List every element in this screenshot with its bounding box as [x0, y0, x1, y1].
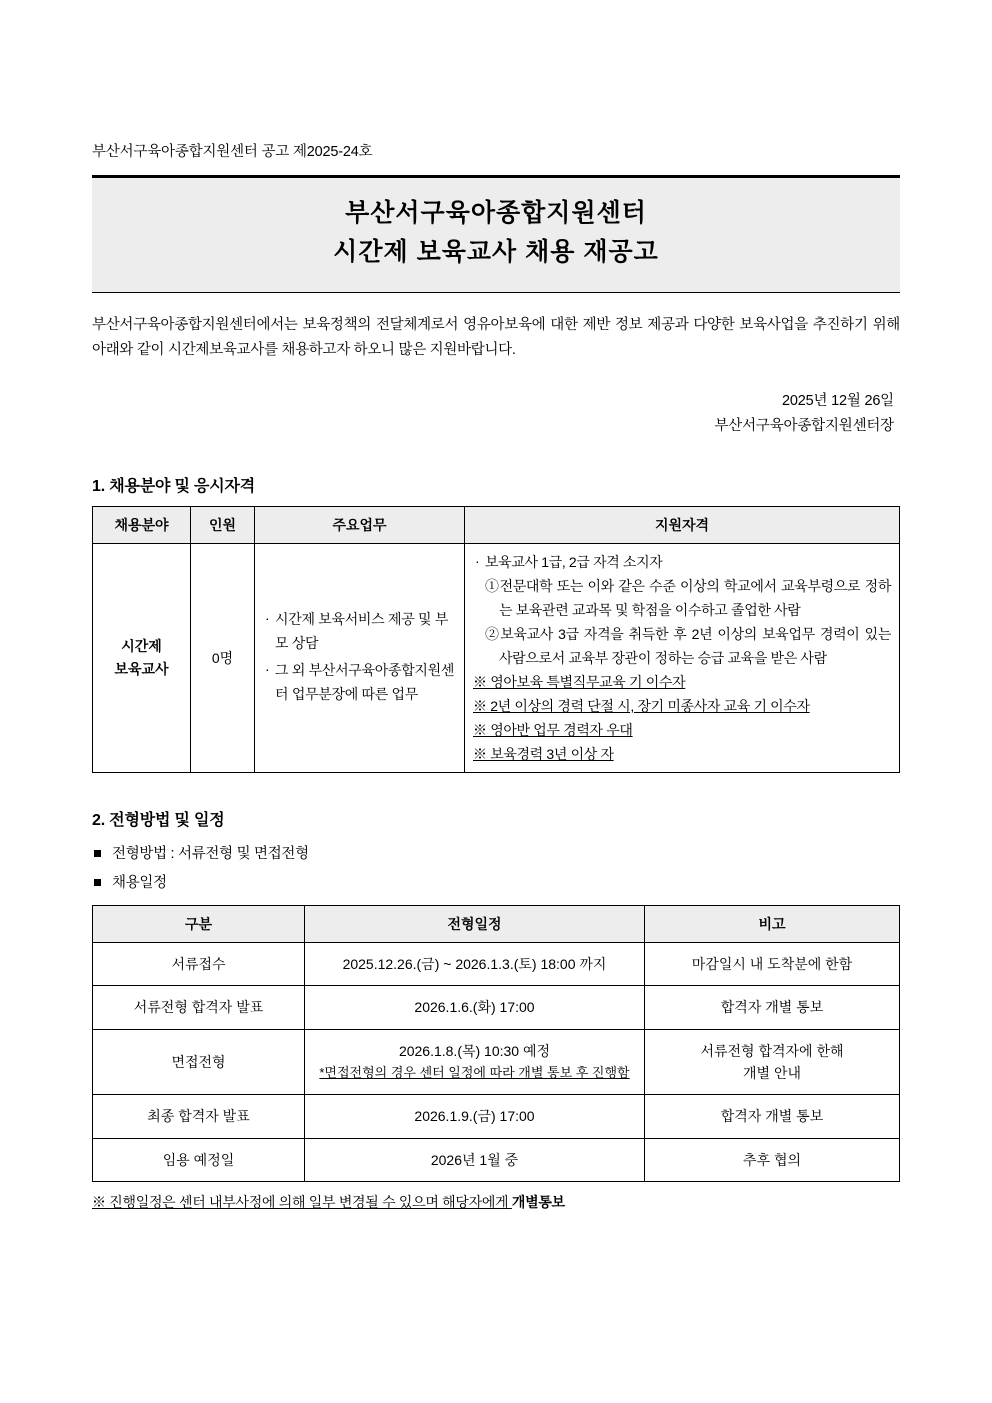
note-line-2: 개별 안내: [743, 1064, 801, 1081]
sign-author: 부산서구육아종합지원센터장: [714, 417, 894, 434]
cell-category: 서류전형 합격자 발표: [93, 986, 305, 1029]
field-line-2: 보육교사: [114, 660, 169, 677]
duty-item: · 그 외 부산서구육아종합지원센터 업무분장에 따른 업무: [263, 658, 456, 707]
bullet-schedule: 채용일정: [92, 869, 900, 897]
field-line-1: 시간제: [121, 638, 162, 655]
title-line-2: 시간제 보육교사 채용 재공고: [333, 237, 659, 266]
schedule-main: 2026.1.8.(목) 10:30 예정: [398, 1043, 551, 1060]
cell-duties: [255, 543, 465, 773]
cell-category: 면접전형: [93, 1029, 305, 1095]
cell-category: 임용 예정일: [93, 1138, 305, 1181]
col-header-schedule: 전형일정: [305, 905, 645, 942]
table-row: [93, 1095, 900, 1138]
qualification-note: ※ 영아보육 특별직무교육 기 이수자: [473, 673, 686, 690]
footnote-text: ※ 진행일정은 센터 내부사정에 의해 일부 변경될 수 있으며 해당자에게: [92, 1194, 512, 1211]
cell-schedule: 2025.12.26.(금) ~ 2026.1.3.(토) 18:00 까지: [305, 942, 645, 985]
qualification-item-1: ①전문대학 또는 이와 같은 수준 이상의 학교에서 교육부령으로 정하는 보육관련 교과목 및 학점을 이수하고 졸업한 사람: [485, 577, 891, 618]
bullet-method: 전형방법 : 서류전형 및 면접전형: [92, 840, 900, 868]
note-line-1: 서류전형 합격자에 한해: [700, 1042, 844, 1059]
sign-date: 2025년 12월 26일: [782, 393, 894, 410]
cell-note: 합격자 개별 통보: [645, 1095, 900, 1138]
table-header-row: [93, 905, 900, 942]
cell-note: [645, 1029, 900, 1095]
schedule-subnote: *면접전형의 경우 센터 일정에 따라 개별 통보 후 진행함: [319, 1064, 630, 1080]
footnote-emphasis: 개별통보: [511, 1194, 565, 1211]
duty-item: · 시간제 보육서비스 제공 및 부모 상담: [263, 607, 456, 656]
col-header-duties: 주요업무: [255, 506, 465, 543]
qualification-main: · 보육교사 1급, 2급 자격 소지자: [473, 550, 891, 574]
cell-schedule: 2026년 1월 중: [305, 1138, 645, 1181]
cell-schedule: [305, 1029, 645, 1095]
cell-qualifications: [465, 543, 900, 773]
table-row: [93, 1138, 900, 1181]
schedule-footnote: [92, 1192, 900, 1212]
recruitment-field-table: [92, 506, 900, 774]
title-box: [92, 175, 900, 293]
cell-count: 0명: [191, 543, 255, 773]
cell-note: 추후 협의: [645, 1138, 900, 1181]
signature-block: [92, 389, 900, 438]
section-1-heading: 1. 채용분야 및 응시자격: [92, 477, 255, 495]
col-header-note: 비고: [645, 905, 900, 942]
table-row: [93, 986, 900, 1029]
schedule-table: [92, 905, 900, 1182]
cell-schedule: 2026.1.9.(금) 17:00: [305, 1095, 645, 1138]
cell-category: 최종 합격자 발표: [93, 1095, 305, 1138]
intro-paragraph: 부산서구육아종합지원센터에서는 보육정책의 전달체계로서 영유아보육에 대한 제반 정보 제공과 다양한 보육사업을 추진하기 위해 아래와 같이 시간제보육교사를 채용하고자 하오니 많은 지원바랍니다.: [92, 316, 900, 358]
cell-note: 합격자 개별 통보: [645, 986, 900, 1029]
document-number: 부산서구육아종합지원센터 공고 제2025-24호: [92, 144, 373, 160]
col-header-qualifications: 지원자격: [465, 506, 900, 543]
cell-category: 서류접수: [93, 942, 305, 985]
table-row: [93, 543, 900, 773]
col-header-category: 구분: [93, 905, 305, 942]
cell-field: [93, 543, 191, 773]
col-header-field: 채용분야: [93, 506, 191, 543]
cell-note: 마감일시 내 도착분에 한함: [645, 942, 900, 985]
table-row: [93, 1029, 900, 1095]
table-header-row: [93, 506, 900, 543]
qualification-note: ※ 보육경력 3년 이상 자: [473, 746, 614, 763]
qualification-item-2: ②보육교사 3급 자격을 취득한 후 2년 이상의 보육업무 경력이 있는 사람으로서 교육부 장관이 정하는 승급 교육을 받은 사람: [485, 625, 891, 666]
title-line-1: 부산서구육아종합지원센터: [345, 199, 647, 227]
col-header-count: 인원: [191, 506, 255, 543]
cell-schedule: 2026.1.6.(화) 17:00: [305, 986, 645, 1029]
qualification-note: ※ 영아반 업무 경력자 우대: [473, 722, 633, 739]
section-2-bullets: [92, 840, 900, 897]
qualification-note: ※ 2년 이상의 경력 단절 시, 장기 미종사자 교육 기 이수자: [473, 698, 810, 714]
section-2-heading: 2. 전형방법 및 일정: [92, 812, 225, 830]
table-row: [93, 942, 900, 985]
